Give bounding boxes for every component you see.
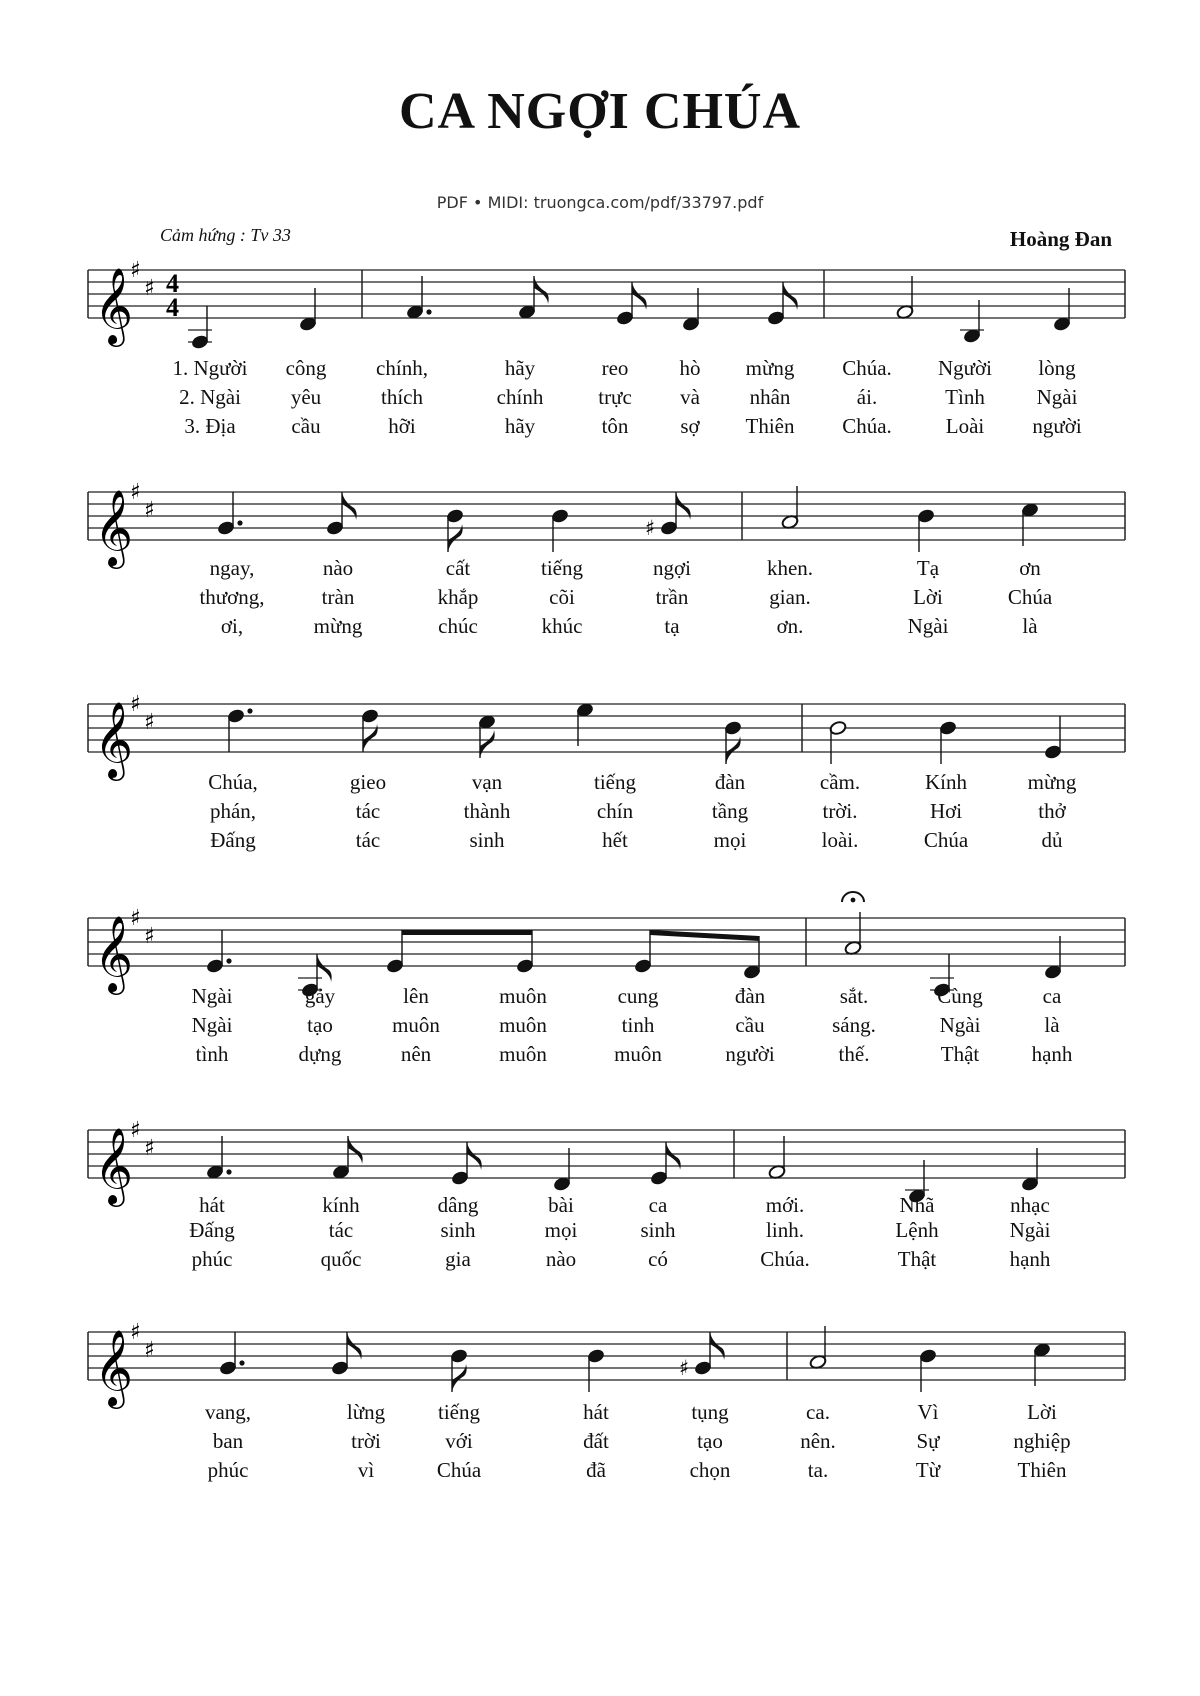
lyric-syllable: tạo [697, 1429, 723, 1453]
lyric-syllable: có [648, 1247, 668, 1271]
svg-text:♯: ♯ [679, 1356, 690, 1380]
eighth-note [516, 930, 534, 974]
lyric-syllable: sợ [680, 414, 700, 438]
lyric-syllable: sinh [469, 828, 505, 852]
quarter-note [917, 508, 935, 552]
lyric-syllable: lên [403, 984, 429, 1008]
lyric-syllable: với [445, 1429, 473, 1453]
lyric-syllable: mọi [713, 828, 747, 852]
lyric-syllable: ca [1042, 984, 1062, 1008]
lyric-syllable: nhân [749, 385, 791, 409]
key-sharp-icon: ♯ [130, 906, 141, 931]
lyric-syllable: gieo [349, 770, 387, 794]
eighth-note [724, 720, 742, 764]
lyric-syllable: mọi [544, 1218, 578, 1242]
lyric-syllable: Kính [925, 770, 967, 794]
lyric-row-verse-3 [0, 1458, 1200, 1488]
lyric-syllable: muôn [392, 1013, 440, 1037]
lyric-syllable: 2. Ngài [179, 385, 241, 409]
lyric-syllable: ơn. [776, 614, 804, 638]
lyric-syllable: Thiên [745, 414, 795, 438]
lyric-syllable: tinh [621, 1013, 655, 1037]
treble-clef-icon: 𝄞 [94, 915, 134, 992]
lyric-syllable: loài. [821, 828, 859, 852]
lyric-syllable: mới. [765, 1193, 805, 1217]
lyric-syllable: tác [328, 1218, 354, 1242]
lyric-syllable: sắt. [839, 984, 869, 1008]
lyric-syllable: ái. [856, 385, 878, 409]
lyric-syllable: hỡi [388, 414, 416, 438]
quarter-note [217, 492, 243, 536]
lyric-syllable: tác [355, 828, 381, 852]
lyric-syllable: thở [1038, 799, 1066, 823]
lyric-syllable: 1. Người [172, 356, 248, 380]
lyric-syllable: lòng [1038, 356, 1076, 380]
lyric-syllable: Thiên [1017, 1458, 1067, 1482]
lyric-syllable: quốc [320, 1247, 362, 1271]
lyric-syllable: ca [648, 1193, 668, 1217]
eighth-note [331, 1332, 362, 1376]
lyric-syllable: Tình [945, 385, 985, 409]
lyric-syllable: ta. [807, 1458, 829, 1482]
lyric-syllable: hát [199, 1193, 225, 1217]
lyric-syllable: hãy [504, 414, 536, 438]
key-sharp-icon: ♯ [144, 710, 155, 735]
quarter-note [188, 306, 212, 350]
lyric-syllable: muôn [499, 1042, 547, 1066]
lyric-syllable: Ngài [191, 984, 233, 1008]
lyric-syllable: Chúa. [760, 1247, 810, 1271]
key-sharp-icon: ♯ [144, 1338, 155, 1363]
lyric-syllable: trời [351, 1429, 381, 1453]
lyric-syllable: công [285, 356, 327, 380]
lyric-syllable: nên. [800, 1429, 836, 1453]
lyric-syllable: Ngài [939, 1013, 981, 1037]
lyric-row-verse-1 [0, 1400, 1200, 1430]
lyric-syllable: tạ [664, 614, 680, 638]
lyric-syllable: mừng [313, 614, 363, 638]
lyric-syllable: trời. [822, 799, 858, 823]
lyric-syllable: gia [445, 1247, 471, 1271]
lyric-syllable: đã [586, 1458, 606, 1482]
lyric-syllable: nhạc [1010, 1193, 1050, 1217]
eighth-note [634, 930, 652, 974]
half-note [829, 720, 847, 764]
lyric-row-verse-3 [0, 1042, 1200, 1072]
lyric-syllable: tác [355, 799, 381, 823]
lyric-syllable: Tạ [916, 556, 940, 580]
quarter-note [219, 1332, 245, 1376]
half-note-fermata [842, 892, 864, 956]
quarter-note [939, 720, 957, 764]
lyric-syllable: là [1044, 1013, 1060, 1037]
lyric-syllable: Ngài [191, 1013, 233, 1037]
beam [650, 930, 759, 941]
lyric-syllable: người [1032, 414, 1082, 438]
key-sharp-icon: ♯ [130, 258, 141, 283]
lyric-syllable: vang, [204, 1400, 252, 1424]
lyric-syllable: đàn [734, 984, 766, 1008]
lyric-syllable: gảy [304, 984, 336, 1008]
lyric-syllable: sáng. [832, 1013, 876, 1037]
lyric-syllable: phán, [209, 799, 257, 823]
lyric-syllable: tràn [321, 585, 355, 609]
lyric-syllable: hát [583, 1400, 609, 1424]
lyric-syllable: Sự [916, 1429, 940, 1453]
lyric-syllable: chúc [438, 614, 478, 638]
lyric-syllable: thương, [199, 585, 265, 609]
lyric-row-verse-3 [0, 414, 1200, 444]
key-sharp-icon: ♯ [144, 498, 155, 523]
lyric-syllable: kính [322, 1193, 360, 1217]
lyric-syllable: chín [596, 799, 634, 823]
lyric-syllable: 3. Địa [184, 414, 236, 438]
lyric-syllable: dâng [437, 1193, 479, 1217]
lyric-row-verse-2 [0, 799, 1200, 829]
lyric-syllable: là [1022, 614, 1038, 638]
lyric-row-verse-1 [0, 556, 1200, 586]
time-signature-top: 4 [166, 269, 179, 298]
lyric-syllable: phúc [191, 1247, 233, 1271]
lyric-syllable: reo [601, 356, 629, 380]
lyric-row-verse-1 [0, 356, 1200, 386]
quarter-note [587, 1348, 605, 1392]
lyric-syllable: sinh [440, 1218, 476, 1242]
eighth-note [446, 508, 464, 552]
treble-clef-icon: 𝄞 [94, 1127, 134, 1204]
lyric-syllable: muôn [614, 1042, 662, 1066]
lyric-syllable: khúc [541, 614, 583, 638]
lyric-syllable: tụng [691, 1400, 729, 1424]
lyric-syllable: nào [545, 1247, 577, 1271]
lyric-row-verse-2 [0, 1013, 1200, 1043]
lyric-row-verse-1 [0, 770, 1200, 800]
lyric-syllable: Chúa. [842, 356, 892, 380]
key-sharp-icon: ♯ [144, 276, 155, 301]
lyric-syllable: ngay, [209, 556, 255, 580]
svg-text:♯: ♯ [645, 516, 656, 540]
treble-clef-icon: 𝄞 [94, 267, 134, 344]
lyric-syllable: đất [583, 1429, 609, 1453]
lyric-syllable: chọn [689, 1458, 731, 1482]
lyric-syllable: Chúa [436, 1458, 482, 1482]
eighth-note [451, 1142, 482, 1186]
lyric-syllable: Thật [897, 1247, 937, 1271]
lyric-syllable: sinh [640, 1218, 676, 1242]
lyric-syllable: trần [655, 585, 689, 609]
lyric-syllable: Cùng [937, 984, 983, 1008]
lyric-syllable: thế. [838, 1042, 870, 1066]
lyric-syllable: tiếng [541, 556, 583, 580]
lyric-syllable: Ngài [1009, 1218, 1051, 1242]
inspiration-note: Cảm hứng : Tv 33 [160, 225, 291, 245]
beam [402, 930, 532, 935]
lyric-syllable: Lệnh [895, 1218, 939, 1242]
key-sharp-icon: ♯ [144, 1136, 155, 1161]
lyric-row-verse-1 [0, 984, 1200, 1014]
lyric-syllable: ban [212, 1429, 244, 1453]
lyric-syllable: cầm. [819, 770, 861, 794]
lyric-syllable: Nhã [899, 1193, 935, 1217]
lyric-syllable: ơi, [220, 614, 244, 638]
lyric-syllable: dủ [1041, 828, 1063, 852]
lyric-syllable: cõi [549, 585, 575, 609]
lyric-syllable: lừng [346, 1400, 386, 1424]
lyric-syllable: Chúa [1007, 585, 1053, 609]
lyric-syllable: Lời [1027, 1400, 1057, 1424]
lyric-row-verse-2 [0, 385, 1200, 415]
lyric-syllable: nghiệp [1013, 1429, 1071, 1453]
lyric-syllable: cầu [291, 414, 321, 438]
lyric-syllable: phúc [207, 1458, 249, 1482]
lyric-syllable: dựng [298, 1042, 342, 1066]
time-signature-bottom: 4 [166, 293, 179, 322]
quarter-note [551, 508, 569, 552]
lyric-syllable: tạo [307, 1013, 333, 1037]
lyric-syllable: Từ [915, 1458, 941, 1482]
lyric-row-verse-3 [0, 1247, 1200, 1277]
lyric-syllable: Loài [945, 414, 985, 438]
lyric-syllable: người [725, 1042, 775, 1066]
lyric-syllable: linh. [766, 1218, 804, 1242]
quarter-note [206, 930, 232, 974]
lyric-syllable: mừng [745, 356, 795, 380]
lyric-syllable: tiếng [594, 770, 636, 794]
lyric-syllable: mừng [1027, 770, 1077, 794]
lyric-syllable: hạnh [1009, 1247, 1051, 1271]
lyric-syllable: nào [322, 556, 354, 580]
lyric-syllable: Thật [940, 1042, 980, 1066]
lyric-syllable: thành [463, 799, 511, 823]
quarter-note [1044, 716, 1062, 760]
lyric-syllable: hạnh [1031, 1042, 1073, 1066]
lyric-syllable: ơn [1019, 556, 1041, 580]
lyric-syllable: ca. [806, 1400, 830, 1424]
eighth-note [767, 282, 798, 326]
lyric-syllable: Ngài [1036, 385, 1078, 409]
eighth-note [650, 1142, 681, 1186]
lyric-syllable: cung [617, 984, 659, 1008]
lyric-syllable: khen. [766, 556, 814, 580]
lyric-syllable: Ngài [907, 614, 949, 638]
lyric-syllable: hết [602, 828, 628, 852]
lyric-syllable: tiếng [438, 1400, 480, 1424]
lyric-syllable: chính [496, 385, 544, 409]
lyric-syllable: thích [381, 385, 423, 409]
key-sharp-icon: ♯ [130, 692, 141, 717]
eighth-note [616, 282, 647, 326]
page-title: CA NGỢI CHÚA [398, 83, 802, 140]
lyric-syllable: Hơi [929, 799, 963, 823]
lyric-syllable: Lời [913, 585, 943, 609]
eighth-note [386, 930, 404, 974]
quarter-note [919, 1348, 937, 1392]
lyric-syllable: cầu [735, 1013, 765, 1037]
lyric-row-verse-3 [0, 614, 1200, 644]
key-sharp-icon: ♯ [130, 1320, 141, 1345]
lyric-syllable: Chúa, [208, 770, 258, 794]
treble-clef-icon: 𝄞 [94, 1329, 134, 1406]
lyric-row-verse-2 [0, 585, 1200, 615]
lyric-syllable: muôn [499, 984, 547, 1008]
lyric-syllable: Chúa [923, 828, 969, 852]
lyric-syllable: hò [679, 356, 701, 380]
lyric-syllable: yêu [290, 385, 322, 409]
source-link[interactable]: PDF • MIDI: truongca.com/pdf/33797.pdf [436, 193, 764, 212]
eighth-note [450, 1348, 468, 1392]
lyric-row-verse-2 [0, 1429, 1200, 1459]
treble-clef-icon: 𝄞 [94, 701, 134, 778]
eighth-note [361, 708, 379, 752]
lyric-syllable: Đấng [189, 1218, 235, 1242]
lyric-syllable: tầng [711, 799, 749, 823]
quarter-note [227, 708, 253, 752]
lyric-syllable: đàn [714, 770, 746, 794]
composer-name: Hoàng Đan [1009, 227, 1112, 251]
lyric-syllable: gian. [769, 585, 811, 609]
lyric-syllable: nên [400, 1042, 432, 1066]
eighth-note [326, 492, 357, 536]
lyric-syllable: vạn [471, 770, 503, 794]
lyric-syllable: hãy [504, 356, 536, 380]
lyric-syllable: khắp [437, 585, 479, 609]
lyric-syllable: Chúa. [842, 414, 892, 438]
treble-clef-icon: 𝄞 [94, 489, 134, 566]
lyric-syllable: cất [445, 556, 471, 580]
lyric-syllable: chính, [376, 356, 428, 380]
lyric-syllable: và [680, 385, 700, 409]
lyric-syllable: Đấng [210, 828, 256, 852]
lyric-syllable: tình [195, 1042, 229, 1066]
key-sharp-icon: ♯ [130, 1118, 141, 1143]
lyric-syllable: vì [357, 1458, 375, 1482]
key-sharp-icon: ♯ [144, 924, 155, 949]
lyric-syllable: tôn [601, 414, 629, 438]
lyric-row-verse-2 [0, 1218, 1200, 1248]
lyric-syllable: bài [548, 1193, 574, 1217]
lyric-syllable: Vì [917, 1400, 939, 1424]
lyric-syllable: muôn [499, 1013, 547, 1037]
lyric-syllable: Người [938, 356, 992, 380]
lyric-syllable: trực [598, 385, 632, 409]
lyric-row-verse-3 [0, 828, 1200, 858]
key-sharp-icon: ♯ [130, 480, 141, 505]
lyric-syllable: ngợi [653, 556, 691, 580]
